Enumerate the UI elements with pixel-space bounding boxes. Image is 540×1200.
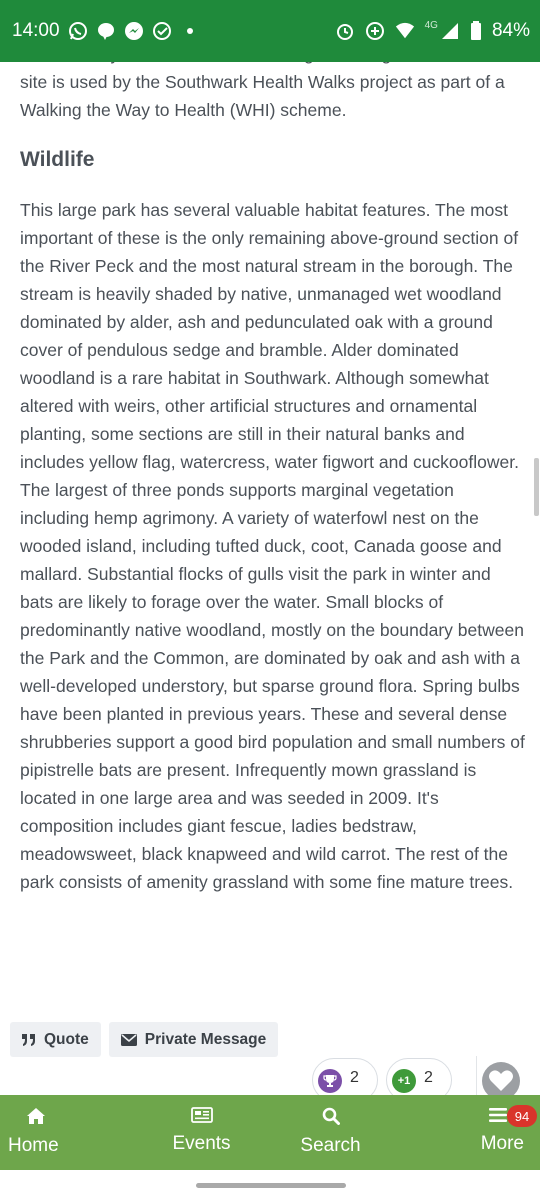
article-content	[20, 40, 525, 896]
data-saver-icon	[365, 21, 385, 41]
wifi-icon	[395, 21, 415, 41]
system-icons	[335, 20, 530, 42]
network-type: 4G	[424, 19, 438, 31]
nav-item-search[interactable]	[266, 1095, 395, 1170]
plus-one-label: +1	[397, 1075, 411, 1087]
intro-paragraph: site is used by the Southwark Health Walks project as part of a Walking the Way to Health (WHI) scheme.	[20, 72, 505, 120]
status-time: 14:00	[12, 20, 60, 41]
chat-bubble-icon	[96, 21, 116, 41]
nav-item-events[interactable]	[137, 1095, 266, 1170]
nav-label-events: Events	[172, 1133, 231, 1154]
plus-one-count: 2	[424, 1069, 433, 1086]
newspaper-icon	[191, 1107, 213, 1127]
nav-label-more: More	[480, 1133, 524, 1154]
bottom-navigation	[0, 1095, 540, 1170]
home-icon	[26, 1107, 46, 1129]
post-actions	[10, 1022, 278, 1057]
nav-label-home: Home	[8, 1135, 59, 1156]
quote-button[interactable]	[10, 1022, 101, 1057]
dot-icon	[180, 21, 200, 41]
nav-item-more[interactable]	[395, 1095, 540, 1170]
private-message-button[interactable]	[109, 1022, 279, 1057]
status-bar	[0, 0, 540, 62]
trophy-count: 2	[350, 1069, 359, 1086]
scrollbar[interactable]	[534, 458, 539, 516]
heart-icon	[488, 1069, 514, 1093]
home-gesture-bar[interactable]	[196, 1183, 346, 1188]
section-heading: Wildlife	[20, 148, 95, 171]
quote-icon	[22, 1034, 36, 1046]
check-circle-icon	[152, 21, 172, 41]
plus-one-icon	[392, 1069, 416, 1093]
nav-label-search: Search	[300, 1135, 361, 1156]
search-icon	[322, 1107, 340, 1129]
body-paragraph: This large park has several valuable habitat features. The most important of these is the only remaining above-ground section of the River Peck and the most natural stream in the borough. The stream is heavily shaded by native, unmanaged wet woodland dominated by alder, ash and pedunculated oak with a ground cover of pendulous sedge and bramble. Alder dominated woodland is a rare habitat in Southwark. Although somewhat altered with weirs, other artificial structures and ornamental planting, some sections are still in their natural banks and includes yellow flag, watercress, water figwort and cuckooflower. The largest of three ponds supports marginal vegetation including hemp agrimony. A variety of waterfowl nest on the wooded island, including tufted duck, coot, Canada goose and mallard. Substantial flocks of gulls visit the park in winter and bats are likely to forage over the water. Small blocks of predominantly native woodland, mostly on the boundary between the Park and the Common, are dominated by oak and ash with a well-developed understory, but sparse ground flora. Spring bulbs have been planted in previous years. These and several dense shrubberies support a good bird population and small numbers of pipistrelle bats are present. Infrequently mown grassland is located in one large area and was seeded in 2009. It's composition includes giant fescue, ladies bedstraw, meadowsweet, black knapweed and wild carrot. The rest of the park consists of amenity grassland with some fine mature trees.	[20, 200, 525, 892]
envelope-icon	[121, 1034, 137, 1046]
whatsapp-icon	[68, 21, 88, 41]
quote-label: Quote	[44, 1030, 89, 1048]
alarm-icon	[335, 21, 355, 41]
gesture-area	[0, 1170, 540, 1200]
battery-icon	[470, 21, 482, 41]
nav-item-home[interactable]	[0, 1095, 137, 1170]
battery-level: 84%	[491, 20, 530, 41]
signal-icon	[440, 21, 460, 41]
messenger-icon	[124, 21, 144, 41]
menu-icon	[488, 1107, 508, 1127]
notification-icons	[68, 21, 200, 41]
private-message-label: Private Message	[144, 1030, 267, 1048]
reaction-divider	[476, 1056, 477, 1098]
trophy-icon	[318, 1069, 342, 1093]
notification-badge: 94	[507, 1105, 537, 1127]
